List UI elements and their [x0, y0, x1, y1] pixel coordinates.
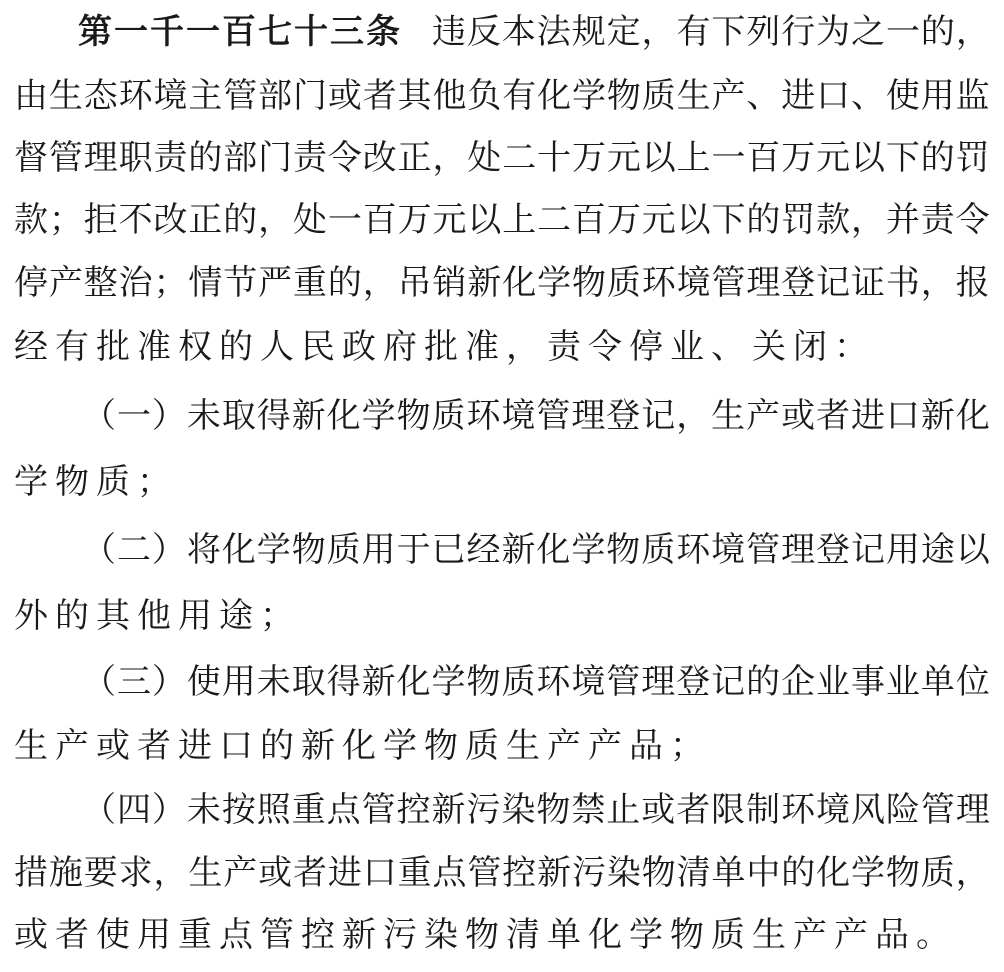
text-glyph: 记: [711, 662, 746, 702]
text-glyph: 进: [327, 853, 362, 893]
text-glyph: 未: [186, 396, 221, 436]
text-glyph: 元: [432, 200, 467, 240]
clause-3-line: 生产或者进口的新化学物质生产产品；: [14, 726, 711, 766]
text-glyph: 污: [466, 790, 501, 830]
text-glyph: 施: [48, 853, 83, 893]
text-glyph: ，: [362, 263, 397, 303]
text-glyph: 理: [955, 790, 990, 830]
article-heading: 第一千一百七十三条: [78, 12, 402, 52]
text-glyph: 元: [606, 138, 641, 178]
article-text-line: [432, 12, 990, 52]
text-glyph: 用: [361, 530, 396, 570]
text-glyph: 节: [223, 263, 258, 303]
text-glyph: 要: [83, 853, 118, 893]
text-glyph: 情: [188, 263, 223, 303]
text-glyph: 业: [885, 662, 920, 702]
text-glyph: 制: [746, 790, 781, 830]
clause-2-line: [82, 530, 990, 570]
text-glyph: 款: [816, 200, 851, 240]
article-text-line: [14, 263, 990, 303]
text-glyph: 学: [572, 76, 606, 116]
clause-1-line: 学物质；: [14, 462, 178, 502]
text-glyph: 学: [851, 853, 885, 893]
text-glyph: ）: [151, 530, 186, 570]
text-glyph: 求: [118, 853, 153, 893]
text-glyph: 登: [676, 662, 711, 702]
text-glyph: 环: [118, 76, 153, 116]
text-glyph: 学: [537, 263, 572, 303]
text-glyph: 生: [676, 76, 711, 116]
text-glyph: 者: [676, 790, 711, 830]
text-glyph: 污: [572, 853, 606, 893]
text-glyph: 的: [188, 138, 223, 178]
text-glyph: 正: [397, 138, 432, 178]
text-glyph: 拒: [83, 200, 118, 240]
text-glyph: 质: [501, 662, 536, 702]
text-glyph: 企: [781, 662, 816, 702]
text-glyph: 二: [537, 200, 572, 240]
text-glyph: 质: [641, 530, 676, 570]
text-glyph: 为: [816, 12, 851, 52]
text-glyph: 证: [851, 263, 885, 303]
text-glyph: 理: [83, 138, 118, 178]
text-glyph: ，: [955, 853, 990, 893]
text-glyph: （: [82, 662, 116, 702]
text-glyph: 万: [397, 200, 432, 240]
text-glyph: 停: [14, 263, 48, 303]
text-glyph: 将: [186, 530, 221, 570]
text-glyph: 责: [293, 138, 327, 178]
text-glyph: （: [82, 530, 116, 570]
text-glyph: 法: [536, 12, 571, 52]
text-glyph: 或: [781, 396, 816, 436]
text-glyph: ，: [258, 200, 293, 240]
text-glyph: 、: [746, 76, 781, 116]
text-glyph: ；: [48, 200, 83, 240]
text-glyph: ，: [641, 12, 676, 52]
text-glyph: 经: [466, 530, 501, 570]
article-first-line: [78, 12, 990, 52]
text-glyph: 万: [781, 138, 816, 178]
text-glyph: 处: [467, 138, 502, 178]
text-glyph: 负: [467, 76, 502, 116]
text-glyph: 管: [746, 530, 781, 570]
article-text-line: 经有批准权的人民政府批准，责令停业、关闭：: [14, 327, 875, 367]
text-glyph: 新: [467, 263, 502, 303]
text-glyph: 业: [816, 662, 851, 702]
text-glyph: 下: [885, 138, 920, 178]
text-glyph: 环: [676, 530, 711, 570]
text-glyph: 下: [711, 200, 746, 240]
text-glyph: 整: [83, 263, 118, 303]
text-glyph: 境: [711, 530, 746, 570]
text-glyph: 使: [186, 662, 221, 702]
text-glyph: 反: [466, 12, 501, 52]
text-glyph: 进: [781, 76, 816, 116]
clause-4-line: 或者使用重点管控新污染物清单化学物质生产产品。: [14, 915, 957, 955]
text-glyph: 登: [606, 396, 641, 436]
text-glyph: 化: [536, 530, 571, 570]
text-glyph: 理: [641, 662, 676, 702]
text-glyph: 记: [850, 530, 885, 570]
text-glyph: 得: [326, 662, 361, 702]
clause-2-line: 外的其他用途；: [14, 596, 301, 636]
text-glyph: 管: [361, 790, 396, 830]
text-glyph: 口: [885, 396, 920, 436]
text-glyph: 物: [291, 530, 326, 570]
text-glyph: 以: [851, 138, 885, 178]
text-glyph: 门: [258, 138, 293, 178]
text-glyph: 途: [920, 530, 955, 570]
text-glyph: ）: [151, 662, 186, 702]
text-glyph: 行: [781, 12, 816, 52]
text-glyph: 或: [258, 853, 293, 893]
text-glyph: 的: [920, 138, 955, 178]
text-glyph: 重: [291, 790, 326, 830]
text-glyph: 并: [885, 200, 920, 240]
text-glyph: 万: [606, 200, 641, 240]
text-glyph: 部: [258, 76, 293, 116]
text-glyph: 一: [885, 12, 920, 52]
text-glyph: 化: [537, 76, 572, 116]
text-glyph: 学: [256, 530, 291, 570]
text-glyph: 理: [571, 396, 606, 436]
text-glyph: 用: [221, 662, 256, 702]
text-glyph: ，: [676, 396, 711, 436]
text-glyph: 质: [920, 853, 955, 893]
text-glyph: 口: [816, 76, 851, 116]
text-glyph: 管: [223, 76, 258, 116]
text-glyph: 环: [536, 662, 571, 702]
clause-3-line: [82, 662, 990, 702]
text-glyph: 物: [396, 396, 431, 436]
text-glyph: 生: [711, 396, 746, 436]
clause-4-line: [82, 790, 990, 830]
text-glyph: 点: [326, 790, 361, 830]
text-glyph: 职: [118, 138, 153, 178]
text-glyph: 严: [258, 263, 293, 303]
text-glyph: 重: [397, 853, 432, 893]
text-glyph: 环: [641, 263, 676, 303]
text-glyph: 处: [293, 200, 327, 240]
clause-1-line: [82, 396, 990, 436]
text-glyph: 理: [746, 263, 781, 303]
text-glyph: 百: [572, 200, 606, 240]
text-glyph: ）: [151, 396, 186, 436]
text-glyph: 于: [396, 530, 431, 570]
text-glyph: 的: [223, 200, 258, 240]
text-glyph: 学: [571, 530, 606, 570]
text-glyph: 治: [118, 263, 153, 303]
text-glyph: 令: [327, 138, 362, 178]
text-glyph: 点: [432, 853, 467, 893]
text-glyph: 二: [502, 138, 537, 178]
text-glyph: 以: [955, 530, 990, 570]
text-glyph: 责: [920, 200, 955, 240]
text-glyph: 一: [711, 138, 746, 178]
text-glyph: 管: [536, 396, 571, 436]
text-glyph: 记: [641, 396, 676, 436]
text-glyph: 口: [362, 853, 397, 893]
text-glyph: 以: [641, 138, 676, 178]
text-glyph: 报: [955, 263, 990, 303]
text-glyph: 态: [83, 76, 118, 116]
text-glyph: 险: [885, 790, 920, 830]
text-glyph: 登: [816, 530, 851, 570]
article-text-line: [14, 76, 990, 116]
text-glyph: 以: [676, 200, 711, 240]
text-glyph: 用: [920, 76, 955, 116]
text-glyph: 下: [711, 12, 746, 52]
text-glyph: 新: [537, 853, 572, 893]
text-glyph: 照: [256, 790, 291, 830]
text-glyph: （: [82, 396, 116, 436]
text-glyph: 违: [432, 12, 466, 52]
text-glyph: ，: [920, 263, 955, 303]
text-glyph: 措: [14, 853, 48, 893]
text-glyph: 三: [116, 662, 151, 702]
text-glyph: 督: [14, 138, 48, 178]
text-glyph: 书: [885, 263, 920, 303]
article-text-line: [14, 138, 990, 178]
text-glyph: 质: [641, 76, 676, 116]
text-glyph: 物: [536, 790, 571, 830]
text-glyph: 染: [606, 853, 641, 893]
text-glyph: 得: [256, 396, 291, 436]
text-glyph: 元: [816, 138, 851, 178]
text-glyph: 的: [327, 263, 362, 303]
text-glyph: 管: [467, 853, 502, 893]
text-glyph: 进: [850, 396, 885, 436]
text-glyph: 列: [746, 12, 781, 52]
text-glyph: ）: [151, 790, 186, 830]
text-glyph: 款: [14, 200, 48, 240]
text-glyph: 单: [711, 853, 746, 893]
text-glyph: 控: [502, 853, 537, 893]
text-glyph: 学: [361, 396, 396, 436]
text-glyph: 新: [431, 790, 466, 830]
text-glyph: 部: [223, 138, 258, 178]
text-glyph: 取: [221, 396, 256, 436]
text-glyph: 的: [781, 853, 816, 893]
text-glyph: 止: [606, 790, 641, 830]
text-glyph: 本: [501, 12, 536, 52]
text-glyph: 取: [291, 662, 326, 702]
text-glyph: 未: [186, 790, 221, 830]
text-glyph: ，: [851, 200, 885, 240]
text-glyph: 已: [431, 530, 466, 570]
text-glyph: 学: [431, 662, 466, 702]
text-glyph: 、: [851, 76, 885, 116]
text-glyph: 理: [781, 530, 816, 570]
text-glyph: 者: [362, 76, 397, 116]
text-glyph: 监: [955, 76, 990, 116]
text-glyph: 不: [118, 200, 153, 240]
text-glyph: 物: [572, 263, 606, 303]
text-glyph: 万: [572, 138, 606, 178]
clause-4-line: [14, 853, 990, 893]
text-glyph: 新: [361, 662, 396, 702]
text-glyph: 者: [293, 853, 327, 893]
text-glyph: 四: [116, 790, 151, 830]
text-glyph: 产: [746, 396, 781, 436]
text-glyph: 染: [501, 790, 536, 830]
text-glyph: 新: [920, 396, 955, 436]
text-glyph: 罚: [781, 200, 816, 240]
text-glyph: 元: [641, 200, 676, 240]
text-glyph: 百: [746, 138, 781, 178]
text-glyph: ；: [153, 263, 188, 303]
text-glyph: 境: [571, 662, 606, 702]
text-glyph: ，: [432, 138, 467, 178]
text-glyph: 禁: [571, 790, 606, 830]
text-glyph: 由: [14, 76, 48, 116]
text-glyph: 境: [816, 790, 851, 830]
text-glyph: 环: [781, 790, 816, 830]
text-glyph: 中: [746, 853, 781, 893]
text-glyph: 之: [851, 12, 886, 52]
text-glyph: 的: [920, 12, 955, 52]
text-glyph: 新: [291, 396, 326, 436]
text-glyph: 的: [746, 662, 781, 702]
text-glyph: 规: [571, 12, 606, 52]
text-glyph: 物: [466, 662, 501, 702]
text-glyph: 或: [327, 76, 362, 116]
text-glyph: 重: [293, 263, 327, 303]
text-glyph: 百: [362, 200, 397, 240]
text-glyph: 按: [221, 790, 256, 830]
text-glyph: 物: [606, 530, 641, 570]
text-glyph: 令: [955, 200, 990, 240]
text-glyph: 管: [920, 790, 955, 830]
text-glyph: 一: [327, 200, 362, 240]
text-glyph: 产: [711, 76, 746, 116]
text-glyph: 产: [223, 853, 258, 893]
text-glyph: 生: [48, 76, 83, 116]
text-glyph: 境: [501, 396, 536, 436]
text-glyph: 境: [676, 263, 711, 303]
text-glyph: 销: [432, 263, 467, 303]
text-glyph: 物: [606, 76, 641, 116]
text-glyph: ，: [955, 12, 990, 52]
text-glyph: 正: [188, 200, 223, 240]
text-glyph: 责: [153, 138, 188, 178]
text-glyph: 新: [501, 530, 536, 570]
text-glyph: 化: [816, 853, 851, 893]
text-glyph: （: [82, 790, 116, 830]
text-glyph: 改: [362, 138, 397, 178]
text-glyph: 者: [816, 396, 851, 436]
text-glyph: 管: [606, 662, 641, 702]
text-glyph: 一: [116, 396, 151, 436]
text-glyph: 十: [537, 138, 572, 178]
text-glyph: 限: [711, 790, 746, 830]
text-glyph: 改: [153, 200, 188, 240]
text-glyph: 化: [396, 662, 431, 702]
text-glyph: 单: [920, 662, 955, 702]
text-glyph: ，: [153, 853, 188, 893]
text-glyph: 化: [955, 396, 990, 436]
text-glyph: 未: [256, 662, 291, 702]
text-glyph: 用: [885, 530, 920, 570]
text-glyph: 化: [326, 396, 361, 436]
text-glyph: 管: [48, 138, 83, 178]
text-glyph: 其: [397, 76, 432, 116]
text-glyph: 上: [502, 200, 537, 240]
text-glyph: 管: [711, 263, 746, 303]
text-glyph: 控: [396, 790, 431, 830]
text-glyph: 物: [641, 853, 676, 893]
text-glyph: 的: [746, 200, 781, 240]
text-glyph: 以: [467, 200, 502, 240]
text-glyph: 登: [781, 263, 816, 303]
text-glyph: 位: [955, 662, 990, 702]
article-text-line: [14, 200, 990, 240]
text-glyph: 上: [676, 138, 711, 178]
text-glyph: 门: [293, 76, 327, 116]
text-glyph: 产: [48, 263, 83, 303]
text-glyph: 主: [188, 76, 223, 116]
text-glyph: 或: [641, 790, 676, 830]
text-glyph: 记: [816, 263, 851, 303]
text-glyph: 他: [432, 76, 467, 116]
text-glyph: 吊: [397, 263, 432, 303]
text-glyph: 罚: [955, 138, 990, 178]
text-glyph: 环: [466, 396, 501, 436]
text-glyph: 质: [606, 263, 641, 303]
text-glyph: 清: [676, 853, 711, 893]
text-glyph: 风: [850, 790, 885, 830]
text-glyph: 有: [502, 76, 537, 116]
text-glyph: 使: [885, 76, 920, 116]
text-glyph: 二: [116, 530, 151, 570]
text-glyph: 有: [676, 12, 711, 52]
text-glyph: 化: [502, 263, 537, 303]
text-glyph: 质: [326, 530, 361, 570]
text-glyph: 物: [885, 853, 920, 893]
text-glyph: 化: [221, 530, 256, 570]
text-glyph: 定: [606, 12, 641, 52]
text-glyph: 质: [431, 396, 466, 436]
text-glyph: 事: [850, 662, 885, 702]
text-glyph: 境: [153, 76, 188, 116]
text-glyph: 生: [188, 853, 223, 893]
